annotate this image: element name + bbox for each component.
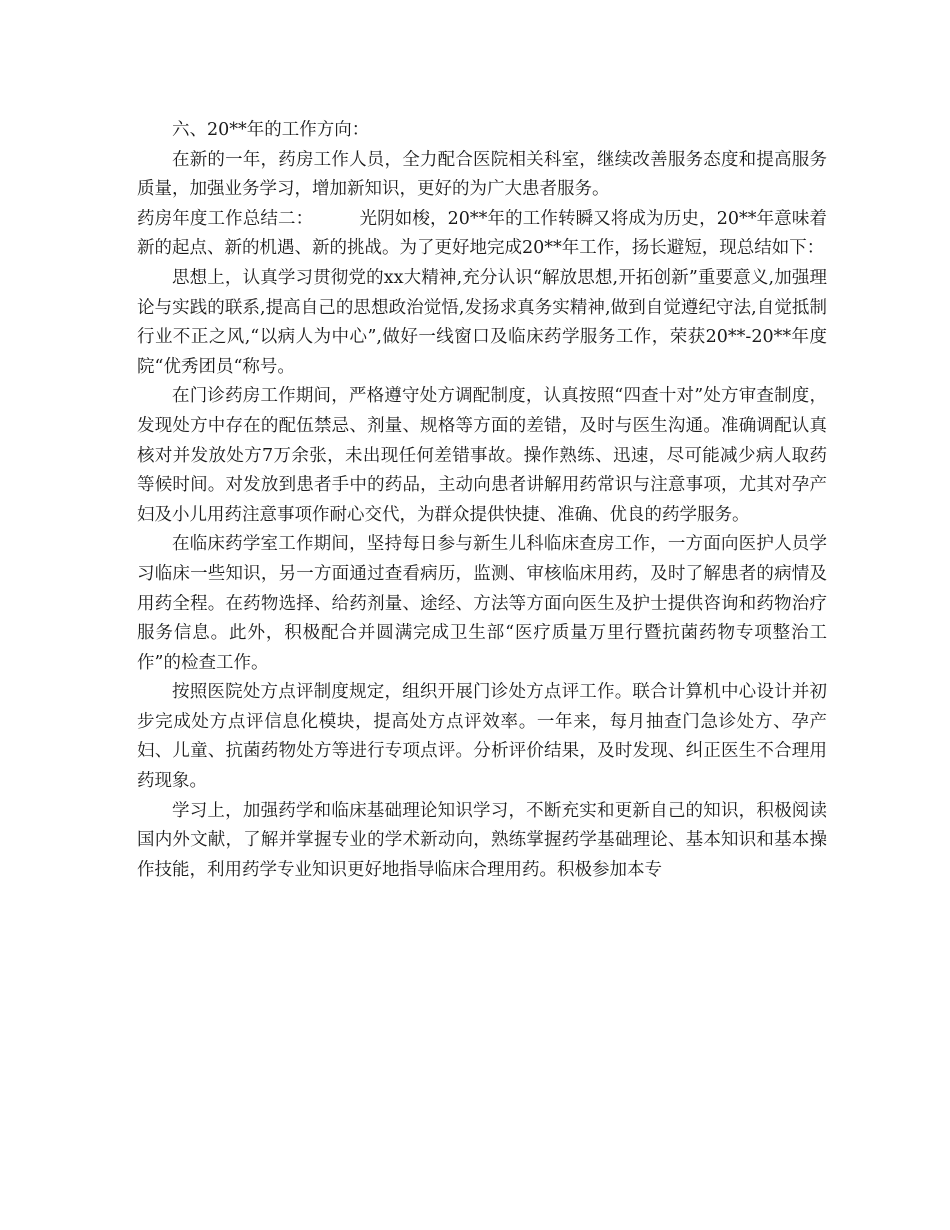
paragraph-outpatient-pharmacy: 在门诊药房工作期间，严格遵守处方调配制度，认真按照“四查十对”处方审查制度，发现处方中存在的配伍禁忌、剂量、规格等方面的差错，及时与医生沟通。准确调配认真核对并发放处方7万余张，未出现任何差错事故。操作熟练、迅速，尽可能减少病人取药等候时间。对发放到患者手中的药品，主动向患者讲解用药常识与注意事项，尤其对孕产妇及小儿用药注意事项作耐心交代，为群众提供快捷、准确、优良的药学服务。	[137, 386, 827, 525]
summary-two-text: 光阴如梭，20**年的工作转瞬又将成为历史，20**年意味着新的起点、新的机遇、新的挑战。为了更好地完成20**年工作，扬长避短，现总结如下：	[137, 208, 827, 259]
paragraph-ideology: 思想上，认真学习贯彻党的xx大精神,充分认识“解放思想,开拓创新”重要意义,加强理论与实践的联系,提高自己的思想政治觉悟,发扬求真务实精神,做到自觉遵纪守法,自觉抵制行业不正之风,“以病人为中心”,做好一线窗口及临床药学服务工作，荣获20**-20**年度院“优秀团员“称号。	[137, 267, 827, 377]
paragraph-study: 学习上，加强药学和临床基础理论知识学习，不断充实和更新自己的知识，积极阅读国内外文献，了解并掌握专业的学术新动向，熟练掌握药学基础理论、基本知识和基本操作技能，利用药学专业知识更好地指导临床合理用药。积极参加本专	[137, 800, 827, 880]
summary-two-intro	[137, 205, 827, 264]
paragraph-prescription-review: 按照医院处方点评制度规定，组织开展门诊处方点评工作。联合计算机中心设计并初步完成处方点评信息化模块，提高处方点评效率。一年来，每月抽查门急诊处方、孕产妇、儿童、抗菌药物处方等进行专项点评。分析评价结果，及时发现、纠正医生不合理用药现象。	[137, 682, 827, 792]
paragraph-new-year: 在新的一年，药房工作人员，全力配合医院相关科室，继续改善服务态度和提高服务质量，加强业务学习，增加新知识，更好的为广大患者服务。	[137, 149, 827, 200]
section-heading: 六、20**年的工作方向：	[172, 120, 370, 140]
summary-two-heading: 药房年度工作总结二：	[137, 208, 314, 229]
document-body	[137, 116, 827, 885]
paragraph-clinical-pharmacy: 在临床药学室工作期间，坚持每日参与新生儿科临床查房工作，一方面向医护人员学习临床一些知识，另一方面通过查看病历，监测、审核临床用药，及时了解患者的病情及用药全程。在药物选择、给药剂量、途经、方法等方面向医生及护士提供咨询和药物治疗服务信息。此外，积极配合并圆满完成卫生部“医疗质量万里行暨抗菌药物专项整治工作”的检查工作。	[137, 534, 827, 673]
